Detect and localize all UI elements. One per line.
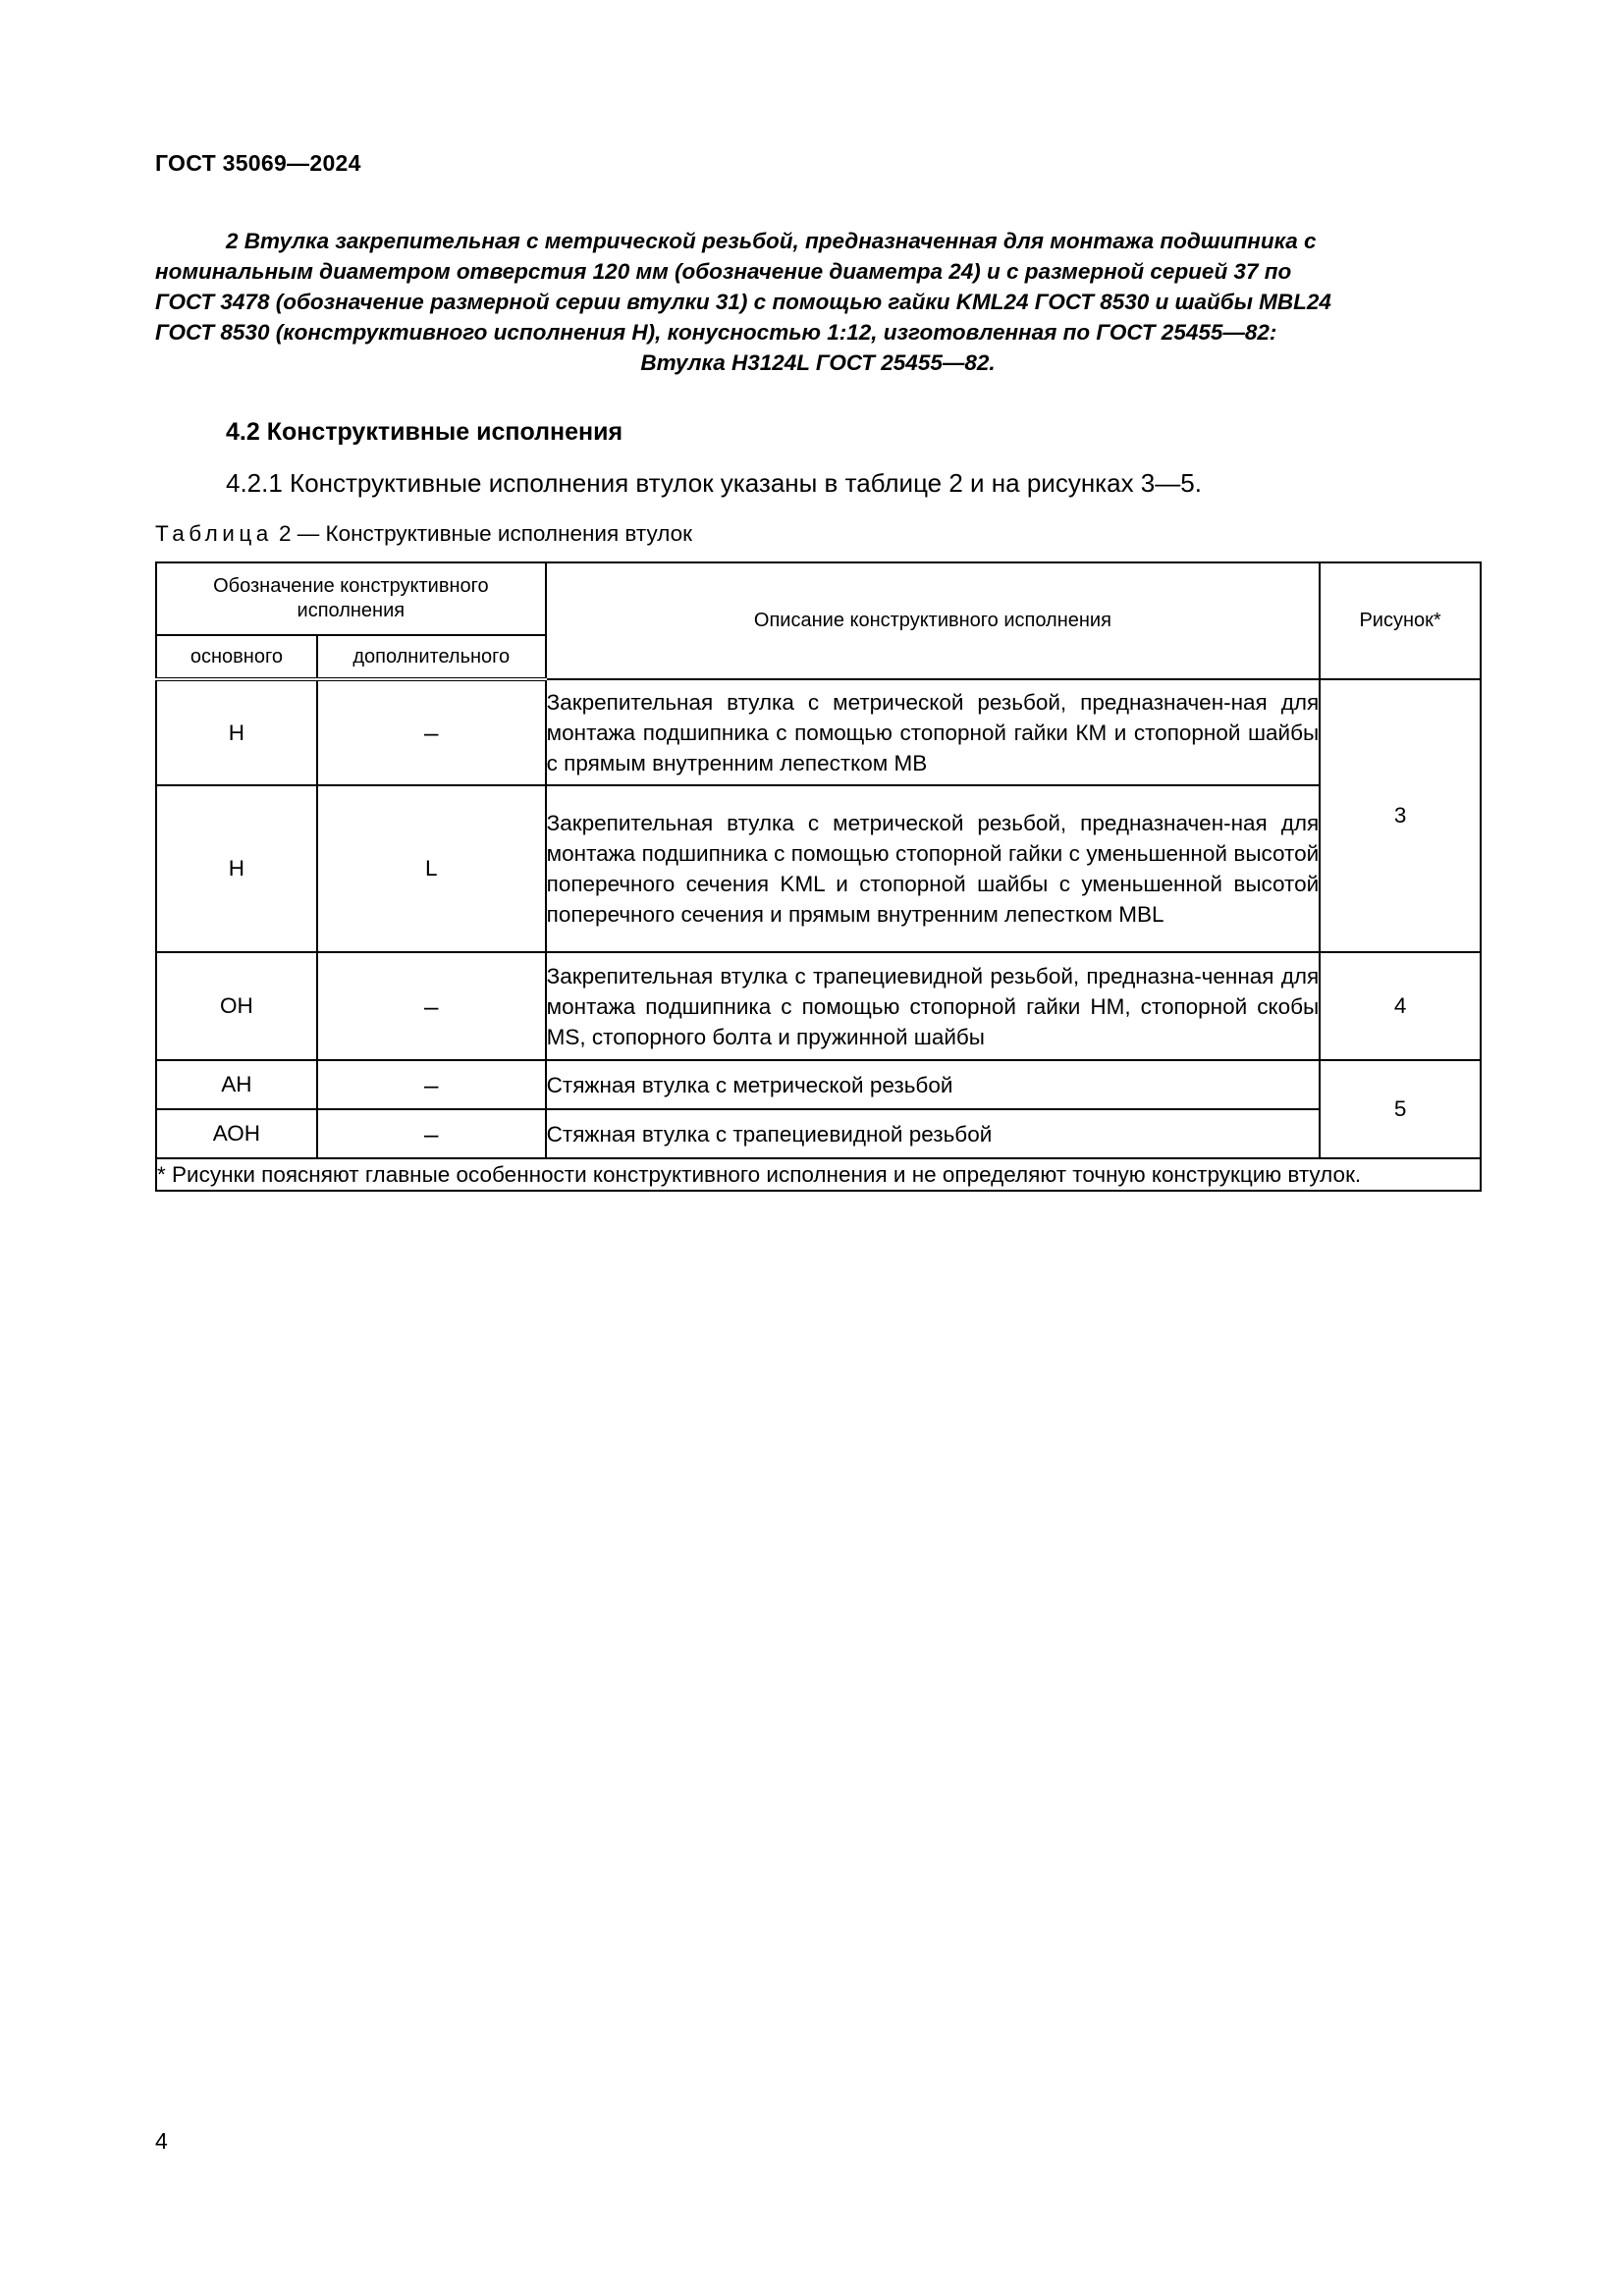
section-title: 4.2 Конструктивные исполнения (226, 418, 623, 446)
example-designation: Втулка H3124L ГОСТ 25455—82. (640, 350, 996, 375)
document-header: ГОСТ 35069—2024 (155, 150, 361, 176)
cell-figure: 3 (1320, 679, 1481, 952)
table-caption-text: 2 — Конструктивные исполнения втулок (279, 521, 692, 546)
section-paragraph: 4.2.1 Конструктивные исполнения втулок указаны в таблице 2 и на рисунках 3—5. (226, 468, 1202, 498)
cell-main: АН (156, 1060, 317, 1109)
header-main: основного (156, 635, 317, 679)
example-line: ГОСТ 3478 (обозначение размерной серии втулки 31) с помощью гайки KML24 ГОСТ 8530 и шайбы MBL24 (155, 290, 1331, 314)
header-figure: Рисунок* (1320, 562, 1481, 679)
designation-example (155, 226, 1481, 378)
header-description: Описание конструктивного исполнения (546, 562, 1321, 679)
cell-additional: – (317, 952, 546, 1060)
cell-additional: – (317, 1060, 546, 1109)
table-caption (155, 521, 692, 547)
table-caption-label: Таблица (155, 521, 273, 546)
cell-main: Н (156, 679, 317, 785)
cell-description: Стяжная втулка с метрической резьбой (546, 1060, 1321, 1109)
page-number: 4 (155, 2128, 168, 2154)
cell-main: Н (156, 785, 317, 952)
example-line: ГОСТ 8530 (конструктивного исполнения Н), конусностью 1:12, изготовленная по ГОСТ 25455—82: (155, 320, 1277, 345)
example-line: номинальным диаметром отверстия 120 мм (обозначение диаметра 24) и с размерной серией 37 по (155, 259, 1292, 284)
cell-description: Стяжная втулка с трапециевидной резьбой (546, 1109, 1321, 1158)
header-designation: Обозначение конструктивного исполнения (156, 562, 546, 635)
table-footnote: * Рисунки поясняют главные особенности конструктивного исполнения и не определяют точную конструкцию втулок. (156, 1158, 1481, 1191)
design-versions-table (155, 561, 1482, 1192)
cell-description: Закрепительная втулка с трапециевидной резьбой, предназна-ченная для монтажа подшипника с помощью стопорной гайки НМ, стопорной скобы MS, стопорного болта и пружинной шайбы (546, 952, 1321, 1060)
cell-additional: – (317, 1109, 546, 1158)
cell-figure: 5 (1320, 1060, 1481, 1158)
cell-additional: – (317, 679, 546, 785)
cell-description: Закрепительная втулка с метрической резьбой, предназначен-ная для монтажа подшипника с помощью стопорной гайки КМ и стопорной шайбы с прямым внутренним лепестком МВ (546, 679, 1321, 785)
example-line: 2 Втулка закрепительная с метрической резьбой, предназначенная для монтажа подшипника с (226, 229, 1317, 253)
cell-description: Закрепительная втулка с метрической резьбой, предназначен-ная для монтажа подшипника с помощью стопорной гайки с уменьшенной высотой поперечного сечения KML и стопорной шайбы с уменьшенной высотой поперечного сечения и прямым внутренним лепестком MBL (546, 785, 1321, 952)
cell-additional: L (317, 785, 546, 952)
cell-main: АОН (156, 1109, 317, 1158)
cell-figure: 4 (1320, 952, 1481, 1060)
cell-main: ОН (156, 952, 317, 1060)
header-additional: дополнительного (317, 635, 546, 679)
